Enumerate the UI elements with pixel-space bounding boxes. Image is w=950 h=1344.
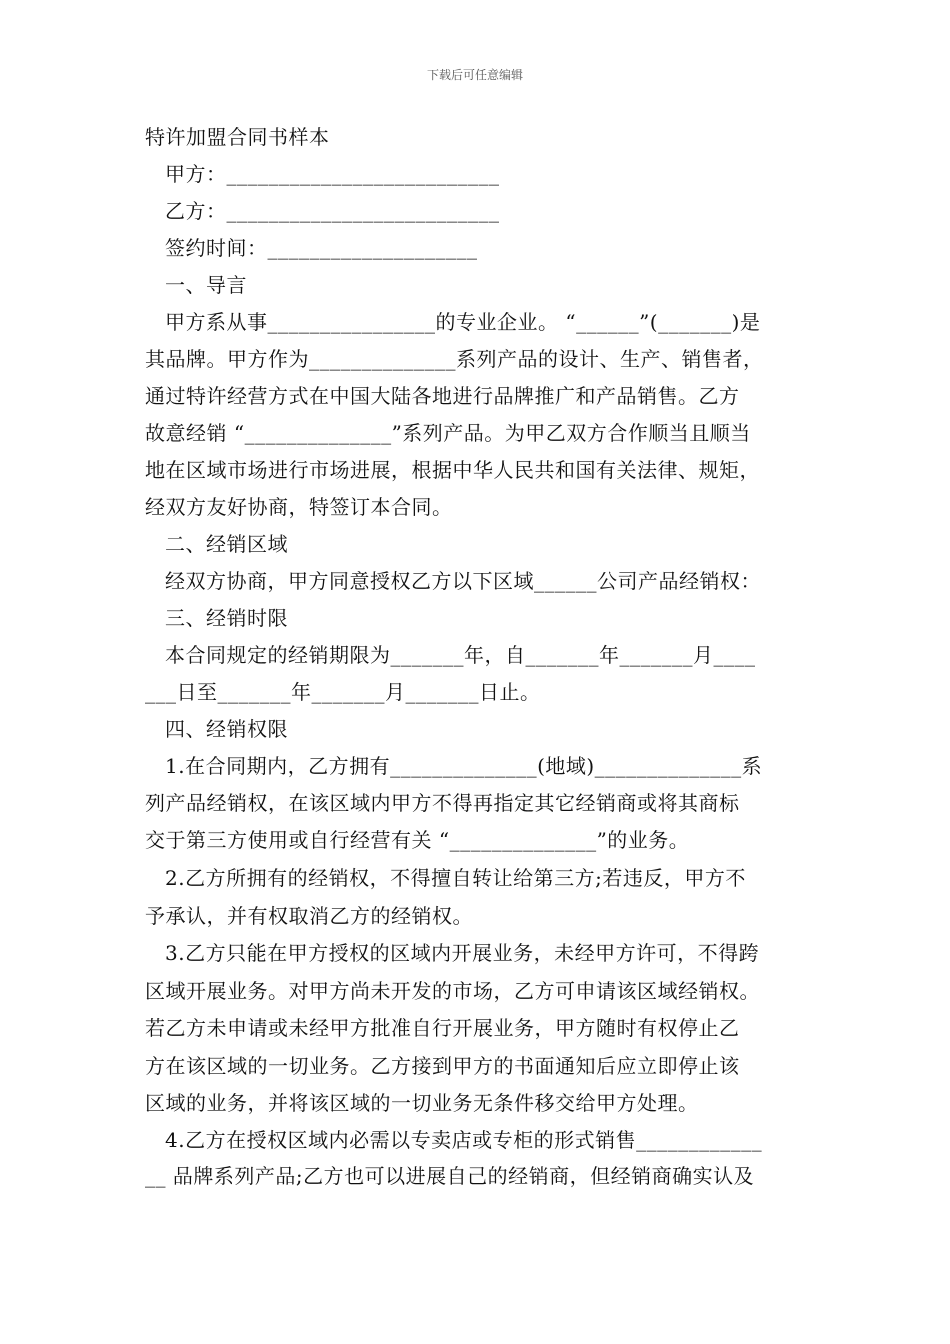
paragraph-line: __ 品牌系列产品;乙方也可以进展自己的经销商，但经销商确实认及 xyxy=(145,1164,755,1188)
paragraph-line: 经双方协商，甲方同意授权乙方以下区域______公司产品经销权： xyxy=(165,569,761,593)
page-header-note: 下载后可任意编辑 xyxy=(426,68,523,82)
paragraph-line: 予承认，并有权取消乙方的经销权。 xyxy=(145,904,473,928)
paragraph-line: 通过特许经营方式在中国大陆各地进行品牌推广和产品销售。乙方 xyxy=(145,384,740,408)
section-heading: 二、经销区域 xyxy=(165,532,288,556)
party-b-line: 乙方：__________________________ xyxy=(165,199,500,223)
paragraph-line: 2.乙方所拥有的经销权，不得擅自转让给第三方;若违反，甲方不 xyxy=(165,866,746,890)
paragraph-line: 地在区域市场进行市场进展，根据中华人民共和国有关法律、规矩， xyxy=(145,458,760,482)
paragraph-line: 若乙方未申请或未经甲方批准自行开展业务，甲方随时有权停止乙 xyxy=(145,1016,740,1040)
paragraph-line: 区域开展业务。对甲方尚未开发的市场，乙方可申请该区域经销权。 xyxy=(145,979,760,1003)
paragraph-line: 故意经销 “______________”系列产品。为甲乙双方合作顺当且顺当 xyxy=(145,421,751,445)
paragraph-line: 本合同规定的经销期限为_______年，自_______年_______月____ xyxy=(165,643,756,667)
paragraph-line: 4.乙方在授权区域内必需以专卖店或专柜的形式销售____________ xyxy=(165,1128,763,1152)
section-heading: 三、经销时限 xyxy=(165,606,288,630)
paragraph-line: ___日至_______年_______月_______日止。 xyxy=(145,680,541,704)
section-heading: 一、导言 xyxy=(165,273,247,297)
paragraph-line: 1.在合同期内，乙方拥有______________(地域)______________系 xyxy=(165,754,763,778)
paragraph-line: 经双方友好协商，特签订本合同。 xyxy=(145,495,453,519)
paragraph-line: 区域的业务，并将该区域的一切业务无条件移交给甲方处理。 xyxy=(145,1091,699,1115)
signing-date-line: 签约时间：____________________ xyxy=(165,236,478,260)
paragraph-line: 其品牌。甲方作为______________系列产品的设计、生产、销售者， xyxy=(145,347,764,371)
party-a-line: 甲方：__________________________ xyxy=(165,162,500,186)
section-heading: 四、经销权限 xyxy=(165,717,288,741)
paragraph-line: 方在该区域的一切业务。乙方接到甲方的书面通知后应立即停止该 xyxy=(145,1054,740,1078)
paragraph-line: 列产品经销权，在该区域内甲方不得再指定其它经销商或将其商标 xyxy=(145,791,740,815)
paragraph-line: 甲方系从事________________的专业企业。 “______”(_______)是 xyxy=(165,310,761,334)
document-title: 特许加盟合同书样本 xyxy=(145,125,330,149)
paragraph-line: 交于第三方使用或自行经营有关 “______________”的业务。 xyxy=(145,828,690,852)
paragraph-line: 3.乙方只能在甲方授权的区域内开展业务，未经甲方许可，不得跨 xyxy=(165,941,760,965)
